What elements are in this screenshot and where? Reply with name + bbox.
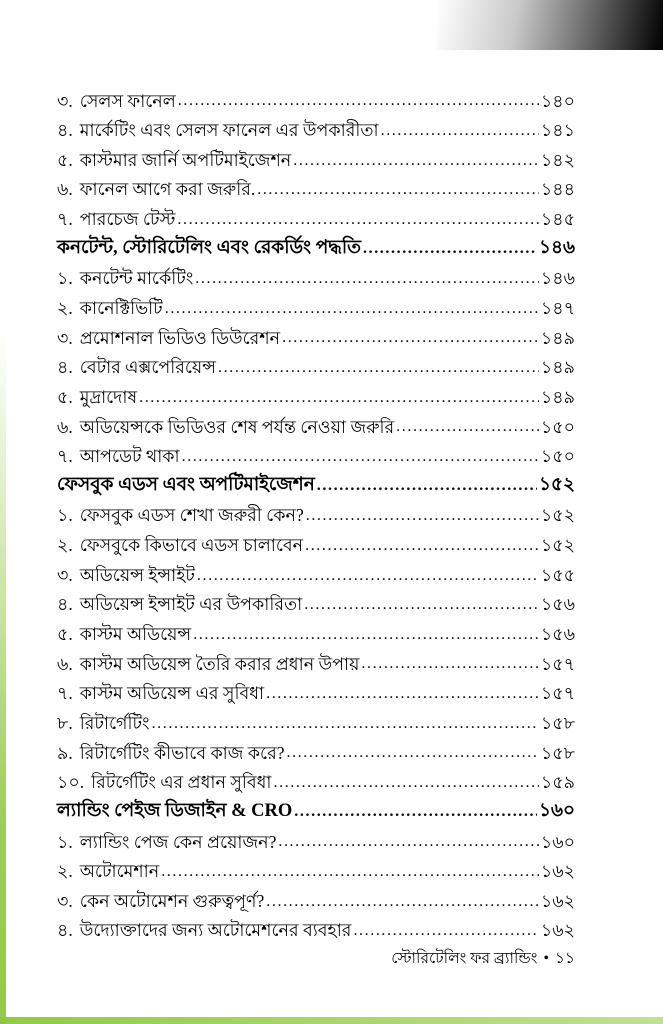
item-label: মুদ্রাদোষ [79, 386, 138, 407]
toc-row [57, 496, 575, 526]
item-label: কনটেন্ট মার্কেটিং [79, 268, 194, 289]
dot-leader [139, 386, 539, 407]
dot-leader [282, 326, 539, 347]
toc-row [57, 348, 575, 378]
toc-row [57, 703, 575, 733]
item-number: ৯. [57, 742, 73, 763]
dot-leader [278, 830, 539, 851]
item-label: রিটার্গেটিং [79, 712, 150, 733]
item-number: ৩. [57, 564, 73, 585]
toc-row [57, 318, 575, 348]
item-label: কাস্টম অডিয়েন্স এর সুবিধা [79, 683, 265, 704]
dot-leader [266, 682, 539, 703]
footer-page-number: ১১ [554, 950, 575, 967]
page-number: ১৬০ [538, 800, 575, 821]
item-label: ফেসবুক এডস শেখা জরুরী কেন? [79, 505, 304, 526]
item-label: ল্যান্ডিং পেজ কেন প্রয়োজন? [79, 831, 277, 852]
item-number: ৭. [57, 683, 73, 704]
item-label: অডিয়েন্স ইন্সাইট [79, 564, 195, 585]
toc-row [57, 526, 575, 556]
item-number: ২. [57, 298, 73, 318]
page-number: ১৪৭ [540, 298, 575, 318]
dot-leader [178, 89, 539, 110]
dot-leader [197, 564, 539, 585]
page-number: ১৫২ [540, 505, 575, 526]
page-number: ১৬২ [540, 861, 575, 882]
page-number: ১৫৮ [540, 742, 575, 763]
dot-leader [361, 652, 538, 673]
dot-leader [363, 238, 537, 259]
page-footer [391, 946, 575, 972]
dot-leader [304, 593, 539, 614]
item-label: কনটেন্ট, স্টোরিটেলিং এবং রেকর্ডিং পদ্ধতি [57, 237, 361, 258]
dot-leader [306, 504, 539, 525]
item-number: ৭. [57, 446, 73, 467]
toc-row [57, 288, 575, 318]
item-label: কেন অটোমেশন গুরুত্বপূর্ণ? [79, 890, 265, 911]
dot-leader [161, 860, 539, 881]
toc-section-header [57, 229, 575, 259]
item-number: ২. [57, 535, 73, 556]
page-number: ১৫২ [540, 535, 575, 556]
dot-leader [195, 267, 539, 288]
page-number: ১৫৭ [540, 653, 575, 674]
item-number: ৬. [57, 416, 73, 437]
page-number: ১৫০ [540, 416, 575, 437]
toc-row [57, 852, 575, 882]
item-label: কাস্টম অডিয়েন্স [79, 624, 192, 645]
item-label: ফেসবুকে কিভাবে এডস চালাবেন [79, 535, 304, 556]
item-label: সেলস ফানেল [79, 90, 176, 111]
toc-row [57, 555, 575, 585]
item-number: ৩. [57, 90, 73, 111]
toc-row [57, 140, 575, 170]
dot-leader [182, 445, 539, 466]
page-number: ১৫২ [538, 474, 575, 495]
page-number: ১৬০ [540, 831, 575, 852]
item-label: ফেসবুক এডস এবং অপটিমাইজেশন [57, 474, 315, 495]
item-label: অটোমেশান [79, 861, 160, 882]
page-number: ১৪৬ [540, 268, 575, 289]
bottom-edge-accent [0, 1017, 663, 1024]
item-number: ১. [57, 505, 73, 526]
toc-row [57, 822, 575, 852]
item-label: অডিয়েন্স ইন্সাইট এর উপকারিতা [79, 594, 303, 615]
dot-leader [317, 475, 537, 496]
page-number: ১৪৫ [540, 209, 575, 230]
item-label: মার্কেটিং এবং সেলস ফানেল এর উপকারীতা [79, 120, 379, 141]
toc-section-header [57, 466, 575, 496]
dot-leader [274, 771, 539, 792]
item-number: ৩. [57, 890, 73, 911]
item-label: প্রমোশনাল ভিডিও ডিউরেশন [79, 327, 281, 348]
dot-leader [266, 890, 539, 911]
item-number: ১. [57, 831, 73, 852]
toc-row [57, 170, 575, 200]
item-label: কানেক্টিভিটি [79, 298, 163, 318]
toc-row [57, 111, 575, 141]
item-label: রিটর্গেটিং এর প্রধান সুবিধা [91, 772, 272, 793]
toc-section-header [57, 792, 575, 822]
left-edge-accent [0, 330, 6, 1024]
dot-leader [165, 297, 539, 318]
dot-leader [257, 178, 539, 199]
item-number: ৫. [57, 149, 73, 170]
page-number: ১৫৯ [540, 772, 575, 793]
table-of-contents [57, 81, 575, 941]
page-number: ১৫০ [540, 446, 575, 467]
toc-row [57, 674, 575, 704]
item-label: ফানেল আগে করা জরুরি. [79, 179, 256, 200]
page-number: ১৪৬ [538, 237, 575, 258]
page-number: ১৫৬ [540, 594, 575, 615]
corner-gradient-bar [437, 0, 663, 50]
dot-leader [305, 534, 539, 555]
toc-row [57, 881, 575, 911]
dot-leader [293, 149, 539, 170]
item-number: ৪. [57, 594, 73, 615]
item-number: ৫. [57, 624, 73, 645]
page-number: ১৪০ [540, 90, 575, 111]
item-number: ২. [57, 861, 73, 882]
item-label: পারচেজ টেস্ট [79, 209, 176, 230]
item-number: ৪. [57, 120, 73, 141]
footer-book-title: স্টোরিটেলিং ফর ব্র্যান্ডিং [391, 950, 538, 967]
item-label: রিটার্গেটিং কীভাবে কাজ করে? [79, 742, 285, 763]
item-label: কাস্টমার জার্নি অপটিমাইজেশন [79, 149, 292, 170]
item-label: অডিয়েন্সকে ভিডিওর শেষ পর্যন্ত নেওয়া জরুরি [79, 416, 395, 437]
page-number: ১৫৬ [540, 624, 575, 645]
toc-row [57, 911, 575, 941]
dot-leader [396, 415, 539, 436]
toc-row [57, 407, 575, 437]
toc-row [57, 200, 575, 230]
item-label: ল্যান্ডিং পেইজ ডিজাইন & CRO [57, 800, 293, 821]
item-number: ৩. [57, 327, 73, 348]
page-number: ১৬২ [540, 890, 575, 911]
dot-leader [294, 801, 537, 822]
item-label: আপডেট থাকা [79, 446, 180, 467]
item-number: ৫. [57, 386, 73, 407]
item-number: ৮. [57, 712, 73, 733]
toc-row [57, 81, 575, 111]
item-number: ৬. [57, 179, 73, 200]
dot-leader [286, 741, 538, 762]
toc-row [57, 615, 575, 645]
page-number: ১৪৯ [540, 357, 575, 378]
toc-row [57, 644, 575, 674]
dot-leader [218, 356, 539, 377]
item-number: ৪. [57, 920, 73, 941]
toc-row [57, 763, 575, 793]
dot-leader [152, 712, 539, 733]
item-label: কাস্টম অডিয়েন্স তৈরি করার প্রধান উপায় [79, 653, 360, 674]
toc-row [57, 733, 575, 763]
page-number: ১৫৭ [540, 683, 575, 704]
toc-row [57, 259, 575, 289]
footer-separator: • [543, 950, 549, 967]
page-number: ১৬২ [540, 920, 575, 941]
item-number: ১০. [57, 772, 85, 793]
item-number: ৪. [57, 357, 73, 378]
page-number: ১৪৪ [540, 179, 575, 200]
page-number: ১৪১ [540, 120, 575, 141]
page-number: ১৫৮ [540, 712, 575, 733]
page-number: ১৪৯ [540, 327, 575, 348]
item-number: ৬. [57, 653, 73, 674]
item-number: ১. [57, 268, 73, 289]
dot-leader [353, 919, 538, 940]
dot-leader [193, 623, 539, 644]
toc-row [57, 437, 575, 467]
page-number: ১৪৯ [540, 386, 575, 407]
toc-row [57, 377, 575, 407]
item-number: ৭. [57, 209, 73, 230]
page-number: ১৫৫ [540, 564, 575, 585]
item-label: উদ্যোক্তাদের জন্য অটোমেশনের ব্যবহার [79, 920, 352, 941]
item-label: বেটার এক্সপেরিয়েন্স [79, 357, 217, 378]
toc-row [57, 585, 575, 615]
dot-leader [177, 208, 539, 229]
page-number: ১৪২ [540, 149, 575, 170]
dot-leader [381, 119, 539, 140]
